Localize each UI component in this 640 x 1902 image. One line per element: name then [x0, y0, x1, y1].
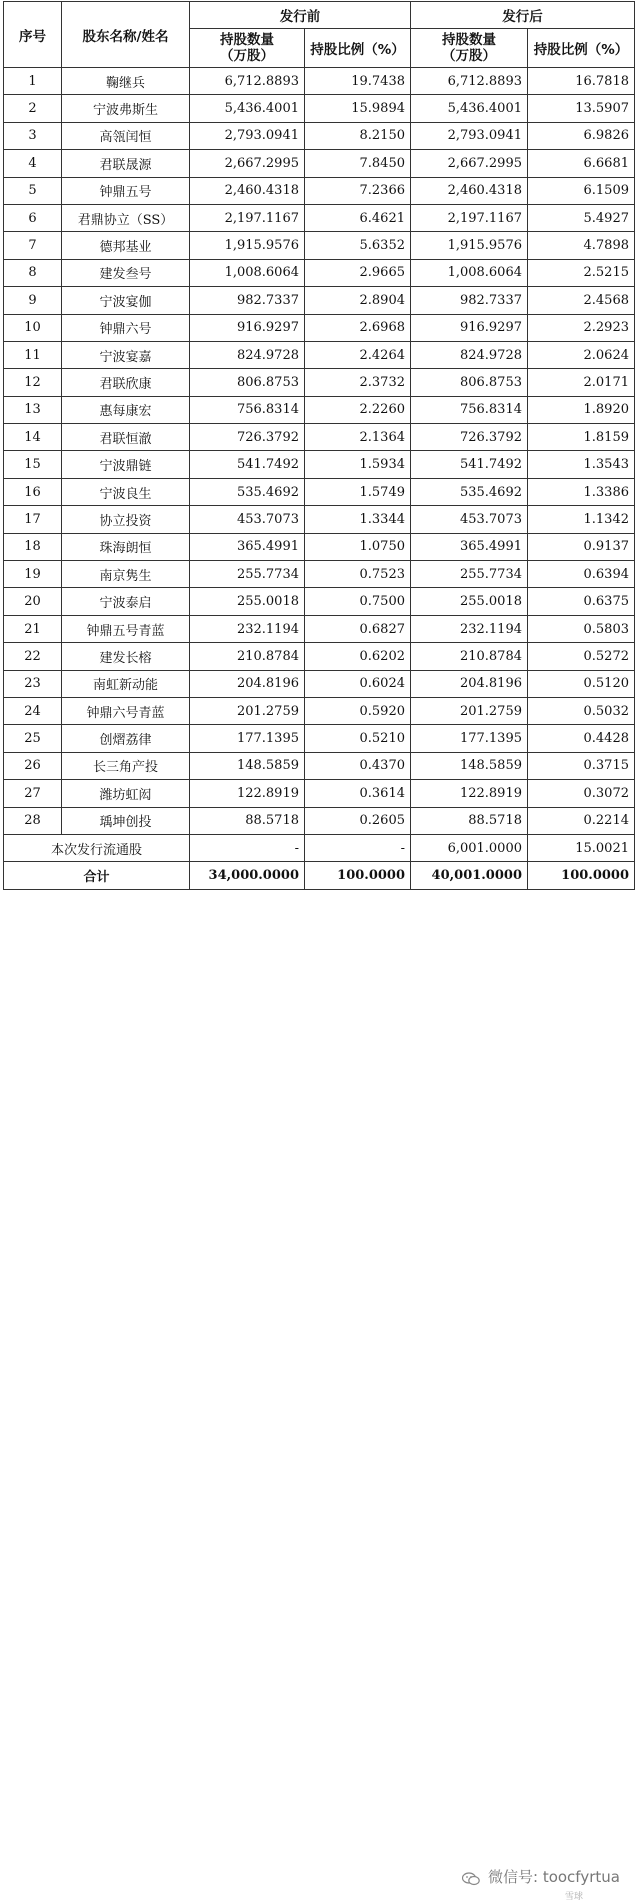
- row-after-ratio: 2.5215: [528, 259, 635, 286]
- table-row: [4, 396, 635, 423]
- row-before-ratio: 1.5749: [305, 478, 411, 505]
- row-index: 24: [4, 697, 62, 724]
- table-row: [4, 697, 635, 724]
- shareholding-table: [3, 1, 635, 890]
- row-shareholder-name: 宁波泰启: [62, 588, 190, 615]
- row-shareholder-name: 潍坊虹闳: [62, 780, 190, 807]
- header-name: 股东名称/姓名: [62, 2, 190, 68]
- row-after-shares: 232.1194: [411, 615, 528, 642]
- header-before-ratio: 持股比例（%）: [305, 29, 411, 68]
- row-after-shares: 535.4692: [411, 478, 528, 505]
- wechat-icon: [462, 1872, 480, 1886]
- row-before-shares: 453.7073: [190, 506, 305, 533]
- row-after-ratio: 1.8159: [528, 424, 635, 451]
- row-after-ratio: 2.0171: [528, 369, 635, 396]
- row-before-shares: 2,197.1167: [190, 204, 305, 231]
- row-after-shares: 453.7073: [411, 506, 528, 533]
- row-before-shares: 1,008.6064: [190, 259, 305, 286]
- row-shareholder-name: 瑀坤创投: [62, 807, 190, 834]
- row-after-shares: 122.8919: [411, 780, 528, 807]
- row-index: 13: [4, 396, 62, 423]
- float-row-label: 本次发行流通股: [4, 834, 190, 861]
- row-after-shares: 255.0018: [411, 588, 528, 615]
- row-index: 5: [4, 177, 62, 204]
- row-before-shares: 88.5718: [190, 807, 305, 834]
- table-row: [4, 615, 635, 642]
- watermark-text: 微信号: toocfyrtua: [488, 1868, 620, 1886]
- header-after-group: 发行后: [411, 2, 635, 29]
- row-index: 7: [4, 232, 62, 259]
- row-before-ratio: 2.6968: [305, 314, 411, 341]
- watermark-sub: 雪球: [565, 1892, 584, 1902]
- row-before-shares: 535.4692: [190, 478, 305, 505]
- row-before-ratio: 0.6827: [305, 615, 411, 642]
- row-before-shares: 2,460.4318: [190, 177, 305, 204]
- row-index: 27: [4, 780, 62, 807]
- row-before-shares: 122.8919: [190, 780, 305, 807]
- row-shareholder-name: 建发叁号: [62, 259, 190, 286]
- row-before-shares: 806.8753: [190, 369, 305, 396]
- row-before-shares: 201.2759: [190, 697, 305, 724]
- row-index: 21: [4, 615, 62, 642]
- row-after-ratio: 0.4428: [528, 725, 635, 752]
- row-after-shares: 824.9728: [411, 341, 528, 368]
- row-index: 8: [4, 259, 62, 286]
- row-before-shares: 726.3792: [190, 424, 305, 451]
- float-row-before-shares: -: [190, 834, 305, 861]
- table-row: [4, 122, 635, 149]
- row-before-shares: 210.8784: [190, 643, 305, 670]
- float-row-before-ratio: -: [305, 834, 411, 861]
- row-shareholder-name: 君联晟源: [62, 150, 190, 177]
- row-before-ratio: 0.4370: [305, 752, 411, 779]
- table-row: [4, 807, 635, 834]
- row-before-ratio: 2.4264: [305, 341, 411, 368]
- row-before-shares: 1,915.9576: [190, 232, 305, 259]
- row-shareholder-name: 宁波良生: [62, 478, 190, 505]
- row-after-ratio: 13.5907: [528, 95, 635, 122]
- row-before-shares: 204.8196: [190, 670, 305, 697]
- shareholding-table-sheet: [3, 1, 634, 913]
- table-row: [4, 780, 635, 807]
- row-after-shares: 916.9297: [411, 314, 528, 341]
- row-after-shares: 1,008.6064: [411, 259, 528, 286]
- row-before-ratio: 8.2150: [305, 122, 411, 149]
- row-shareholder-name: 宁波宴伽: [62, 287, 190, 314]
- row-shareholder-name: 德邦基业: [62, 232, 190, 259]
- row-after-shares: 726.3792: [411, 424, 528, 451]
- row-before-ratio: 0.2605: [305, 807, 411, 834]
- row-after-ratio: 0.5803: [528, 615, 635, 642]
- header-seq: 序号: [4, 2, 62, 68]
- row-shareholder-name: 宁波宴嘉: [62, 341, 190, 368]
- row-after-ratio: 5.4927: [528, 204, 635, 231]
- table-row: [4, 506, 635, 533]
- row-index: 6: [4, 204, 62, 231]
- row-after-shares: 6,712.8893: [411, 68, 528, 95]
- row-before-shares: 255.7734: [190, 561, 305, 588]
- row-index: 15: [4, 451, 62, 478]
- total-row-label: 合计: [4, 862, 190, 889]
- table-row: [4, 670, 635, 697]
- table-row: [4, 68, 635, 95]
- row-shareholder-name: 创熠荔律: [62, 725, 190, 752]
- table-row: [4, 314, 635, 341]
- row-after-ratio: 0.3715: [528, 752, 635, 779]
- row-before-shares: 232.1194: [190, 615, 305, 642]
- row-before-ratio: 2.2260: [305, 396, 411, 423]
- float-row: [4, 834, 635, 861]
- row-index: 10: [4, 314, 62, 341]
- row-index: 19: [4, 561, 62, 588]
- row-after-ratio: 1.3543: [528, 451, 635, 478]
- row-index: 3: [4, 122, 62, 149]
- row-after-shares: 2,667.2995: [411, 150, 528, 177]
- row-before-shares: 916.9297: [190, 314, 305, 341]
- table-row: [4, 341, 635, 368]
- row-after-shares: 2,793.0941: [411, 122, 528, 149]
- row-after-shares: 255.7734: [411, 561, 528, 588]
- row-after-ratio: 2.2923: [528, 314, 635, 341]
- row-shareholder-name: 宁波鼎链: [62, 451, 190, 478]
- float-row-after-shares: 6,001.0000: [411, 834, 528, 861]
- row-before-ratio: 2.1364: [305, 424, 411, 451]
- table-row: [4, 478, 635, 505]
- row-after-shares: 88.5718: [411, 807, 528, 834]
- row-shareholder-name: 长三角产投: [62, 752, 190, 779]
- watermark: [0, 932, 640, 1902]
- row-after-ratio: 16.7818: [528, 68, 635, 95]
- row-after-shares: 210.8784: [411, 643, 528, 670]
- row-shareholder-name: 君联欣康: [62, 369, 190, 396]
- row-before-ratio: 0.6202: [305, 643, 411, 670]
- row-index: 4: [4, 150, 62, 177]
- header-after-shares-line1: 持股数量: [442, 32, 496, 48]
- row-after-ratio: 2.0624: [528, 341, 635, 368]
- table-row: [4, 424, 635, 451]
- table-row: [4, 752, 635, 779]
- header-before-shares-line1: 持股数量: [220, 32, 274, 48]
- row-index: 28: [4, 807, 62, 834]
- table-row: [4, 259, 635, 286]
- table-row: [4, 643, 635, 670]
- row-before-shares: 982.7337: [190, 287, 305, 314]
- row-before-ratio: 2.8904: [305, 287, 411, 314]
- row-after-ratio: 0.6394: [528, 561, 635, 588]
- table-row: [4, 204, 635, 231]
- row-index: 23: [4, 670, 62, 697]
- row-before-ratio: 2.3732: [305, 369, 411, 396]
- table-row: [4, 150, 635, 177]
- header-before-shares-line2: （万股）: [220, 48, 274, 64]
- header-after-shares-line2: （万股）: [442, 48, 496, 64]
- table-row: [4, 232, 635, 259]
- row-shareholder-name: 南京隽生: [62, 561, 190, 588]
- row-shareholder-name: 宁波弗斯生: [62, 95, 190, 122]
- table-row: [4, 177, 635, 204]
- row-before-ratio: 6.4621: [305, 204, 411, 231]
- row-shareholder-name: 钟鼎六号: [62, 314, 190, 341]
- row-index: 14: [4, 424, 62, 451]
- row-before-ratio: 19.7438: [305, 68, 411, 95]
- row-before-ratio: 15.9894: [305, 95, 411, 122]
- row-before-shares: 148.5859: [190, 752, 305, 779]
- row-after-shares: 148.5859: [411, 752, 528, 779]
- table-row: [4, 588, 635, 615]
- row-shareholder-name: 鞠继兵: [62, 68, 190, 95]
- row-after-ratio: 0.2214: [528, 807, 635, 834]
- row-before-ratio: 0.6024: [305, 670, 411, 697]
- row-index: 12: [4, 369, 62, 396]
- row-before-ratio: 0.7500: [305, 588, 411, 615]
- row-shareholder-name: 君鼎协立（SS）: [62, 204, 190, 231]
- row-before-ratio: 1.0750: [305, 533, 411, 560]
- row-after-ratio: 0.6375: [528, 588, 635, 615]
- row-after-shares: 1,915.9576: [411, 232, 528, 259]
- row-before-ratio: 0.5920: [305, 697, 411, 724]
- table-row: [4, 533, 635, 560]
- row-after-ratio: 6.1509: [528, 177, 635, 204]
- row-before-shares: 541.7492: [190, 451, 305, 478]
- table-body: [4, 68, 635, 835]
- row-index: 22: [4, 643, 62, 670]
- header-after-shares: [411, 29, 528, 68]
- header-before-shares: [190, 29, 305, 68]
- row-before-shares: 2,667.2995: [190, 150, 305, 177]
- total-row-after-shares: 40,001.0000: [411, 862, 528, 889]
- row-before-ratio: 0.5210: [305, 725, 411, 752]
- row-before-shares: 5,436.4001: [190, 95, 305, 122]
- row-before-shares: 824.9728: [190, 341, 305, 368]
- row-after-shares: 365.4991: [411, 533, 528, 560]
- row-after-ratio: 0.5032: [528, 697, 635, 724]
- row-after-ratio: 6.6681: [528, 150, 635, 177]
- table-row: [4, 95, 635, 122]
- row-before-shares: 2,793.0941: [190, 122, 305, 149]
- row-after-ratio: 1.8920: [528, 396, 635, 423]
- row-after-shares: 177.1395: [411, 725, 528, 752]
- total-row-before-shares: 34,000.0000: [190, 862, 305, 889]
- row-shareholder-name: 钟鼎六号青蓝: [62, 697, 190, 724]
- row-after-shares: 5,436.4001: [411, 95, 528, 122]
- row-before-shares: 756.8314: [190, 396, 305, 423]
- row-shareholder-name: 协立投资: [62, 506, 190, 533]
- row-before-shares: 255.0018: [190, 588, 305, 615]
- row-before-ratio: 7.2366: [305, 177, 411, 204]
- row-index: 18: [4, 533, 62, 560]
- row-shareholder-name: 建发长榕: [62, 643, 190, 670]
- row-after-ratio: 1.3386: [528, 478, 635, 505]
- row-before-ratio: 5.6352: [305, 232, 411, 259]
- row-index: 1: [4, 68, 62, 95]
- header-before-group: 发行前: [190, 2, 411, 29]
- float-row-after-ratio: 15.0021: [528, 834, 635, 861]
- row-after-ratio: 4.7898: [528, 232, 635, 259]
- row-after-shares: 756.8314: [411, 396, 528, 423]
- row-after-shares: 201.2759: [411, 697, 528, 724]
- row-after-shares: 2,460.4318: [411, 177, 528, 204]
- row-after-ratio: 0.5120: [528, 670, 635, 697]
- header-after-ratio: 持股比例（%）: [528, 29, 635, 68]
- table-row: [4, 725, 635, 752]
- row-before-ratio: 7.8450: [305, 150, 411, 177]
- row-after-shares: 2,197.1167: [411, 204, 528, 231]
- row-after-ratio: 0.3072: [528, 780, 635, 807]
- row-shareholder-name: 钟鼎五号青蓝: [62, 615, 190, 642]
- row-shareholder-name: 惠每康宏: [62, 396, 190, 423]
- row-after-ratio: 1.1342: [528, 506, 635, 533]
- row-index: 11: [4, 341, 62, 368]
- table-row: [4, 451, 635, 478]
- row-index: 9: [4, 287, 62, 314]
- row-index: 26: [4, 752, 62, 779]
- row-after-ratio: 0.9137: [528, 533, 635, 560]
- row-shareholder-name: 南虹新动能: [62, 670, 190, 697]
- row-index: 2: [4, 95, 62, 122]
- row-shareholder-name: 君联恒澈: [62, 424, 190, 451]
- row-before-ratio: 1.3344: [305, 506, 411, 533]
- row-before-ratio: 0.7523: [305, 561, 411, 588]
- row-after-shares: 806.8753: [411, 369, 528, 396]
- table-row: [4, 369, 635, 396]
- row-before-ratio: 2.9665: [305, 259, 411, 286]
- row-shareholder-name: 珠海朗恒: [62, 533, 190, 560]
- table-row: [4, 561, 635, 588]
- row-index: 17: [4, 506, 62, 533]
- row-index: 20: [4, 588, 62, 615]
- row-shareholder-name: 高瓴闰恒: [62, 122, 190, 149]
- row-index: 25: [4, 725, 62, 752]
- row-before-shares: 6,712.8893: [190, 68, 305, 95]
- row-after-shares: 982.7337: [411, 287, 528, 314]
- total-row-after-ratio: 100.0000: [528, 862, 635, 889]
- total-row: [4, 862, 635, 889]
- row-shareholder-name: 钟鼎五号: [62, 177, 190, 204]
- total-row-before-ratio: 100.0000: [305, 862, 411, 889]
- row-after-ratio: 0.5272: [528, 643, 635, 670]
- row-before-ratio: 1.5934: [305, 451, 411, 478]
- row-after-ratio: 6.9826: [528, 122, 635, 149]
- row-before-ratio: 0.3614: [305, 780, 411, 807]
- row-after-shares: 541.7492: [411, 451, 528, 478]
- row-after-shares: 204.8196: [411, 670, 528, 697]
- row-index: 16: [4, 478, 62, 505]
- row-before-shares: 365.4991: [190, 533, 305, 560]
- row-after-ratio: 2.4568: [528, 287, 635, 314]
- table-row: [4, 287, 635, 314]
- row-before-shares: 177.1395: [190, 725, 305, 752]
